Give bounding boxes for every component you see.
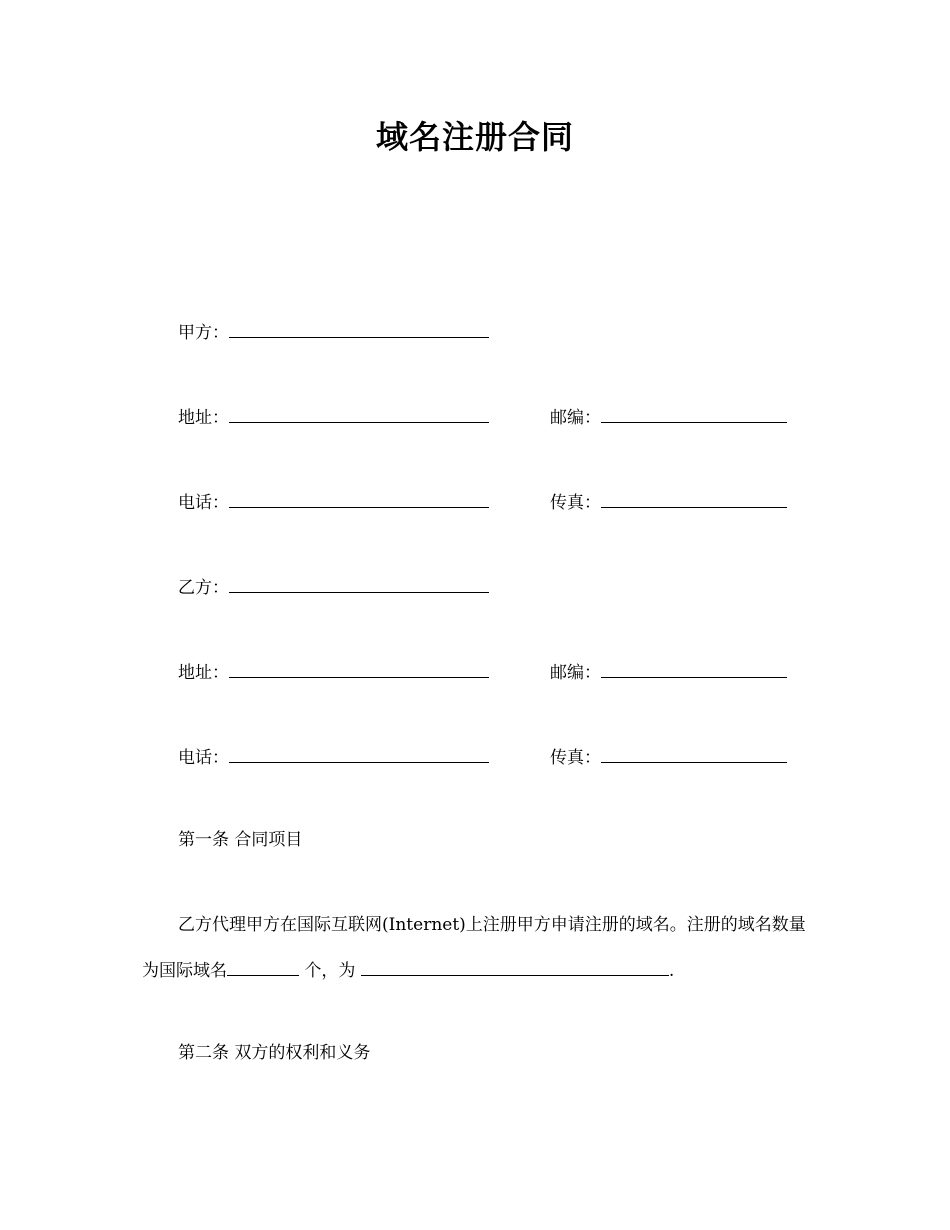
party-a-name-label: 甲方：: [178, 323, 229, 343]
party-a-phone-label: 电话：: [178, 493, 229, 513]
party-b-address-row: [178, 659, 489, 684]
party-b-name-label: 乙方：: [178, 578, 229, 598]
document-title: 域名注册合同: [375, 118, 574, 156]
article-2-heading: 第二条 双方的权利和义务: [178, 1043, 371, 1063]
party-a-fax-row: [550, 489, 787, 514]
party-b-postcode-label: 邮编：: [550, 663, 601, 683]
party-b-fax-label: 传真：: [550, 748, 601, 768]
party-b-phone-row: [178, 744, 489, 769]
party-a-phone-row: [178, 489, 489, 514]
party-b-fax-row: [550, 744, 787, 769]
party-a-fax-label: 传真：: [550, 493, 601, 513]
party-a-phone-blank[interactable]: [229, 489, 489, 508]
article-1-paragraph: [142, 902, 812, 994]
domain-name-blank[interactable]: [361, 957, 669, 976]
party-b-postcode-blank[interactable]: [601, 659, 787, 678]
party-b-phone-blank[interactable]: [229, 744, 489, 763]
party-b-name-row: [178, 574, 489, 599]
article-1-text-end: .: [668, 961, 675, 981]
party-a-name-blank[interactable]: [229, 319, 489, 338]
party-a-postcode-row: [550, 404, 787, 429]
party-a-postcode-label: 邮编：: [550, 408, 601, 428]
party-b-fax-blank[interactable]: [601, 744, 787, 763]
party-a-address-label: 地址：: [178, 408, 229, 428]
party-b-name-blank[interactable]: [229, 574, 489, 593]
party-a-fax-blank[interactable]: [601, 489, 787, 508]
party-b-postcode-row: [550, 659, 787, 684]
party-a-name-row: [178, 319, 489, 344]
domain-count-blank[interactable]: [227, 957, 299, 976]
article-1-heading: 第一条 合同项目: [178, 830, 303, 850]
article-1-text-part2: 个，为: [299, 961, 361, 981]
party-a-address-row: [178, 404, 489, 429]
party-a-postcode-blank[interactable]: [601, 404, 787, 423]
party-b-address-blank[interactable]: [229, 659, 489, 678]
party-b-address-label: 地址：: [178, 663, 229, 683]
article-1-text-part1: 乙方代理甲方在国际互联网(Internet)上注册甲方申请注册的域名。注册的域名数量为国际域名: [142, 915, 806, 981]
party-a-address-blank[interactable]: [229, 404, 489, 423]
party-b-phone-label: 电话：: [178, 748, 229, 768]
